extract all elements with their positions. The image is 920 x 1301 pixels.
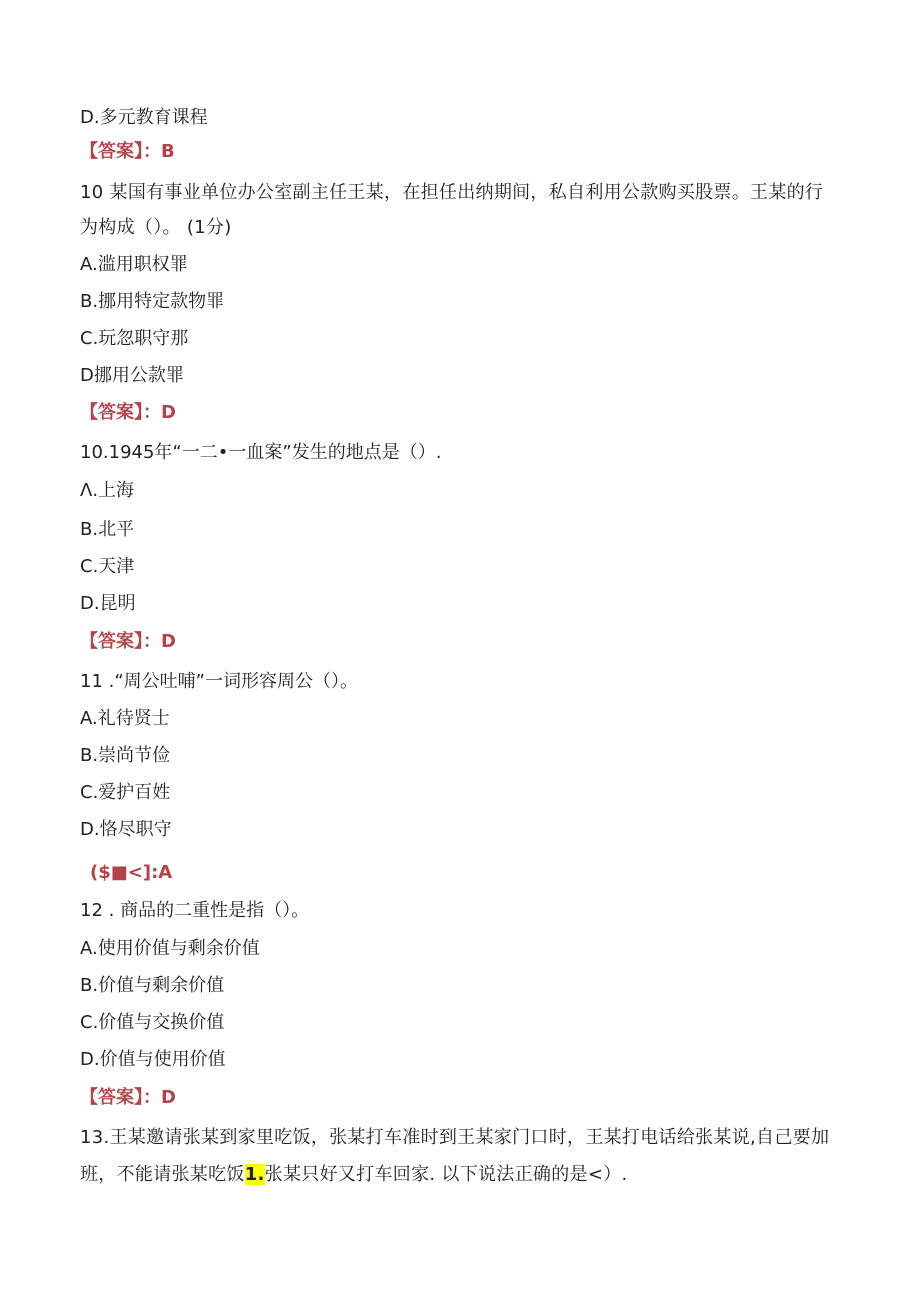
question-13-line2-end: 张某只好又打车回家. 以下说法正确的是<）. (264, 1164, 628, 1185)
option-d-q10: D挪用公款罪 (80, 365, 184, 386)
option-d-q11: D.恪尽职守 (80, 819, 172, 840)
question-13-line2-start: 班，不能请张某吃饭 (80, 1164, 245, 1185)
option-a-q10b: Λ.上海 (80, 480, 135, 501)
option-c-q10: C.玩忽职守那 (80, 328, 189, 349)
question-10-line1: 10 某国有事业单位办公室副主任王某，在担任出纳期间，私自利用公款购买股票。王某的行 (80, 182, 824, 203)
option-a-q10: A.滥用职权罪 (80, 254, 188, 275)
option-c-q11: C.爱护百姓 (80, 782, 171, 803)
question-13-line1: 13.王某邀请张某到家里吃饭，张某打车准时到王某家门口时，王某打电话给张某说,自己要加 (80, 1127, 830, 1148)
answer-q9: 【答案】：B (80, 141, 175, 162)
option-a-q12: A.使用价值与剩余价值 (80, 938, 260, 959)
question-12: 12 . 商品的二重性是指（）。 (80, 900, 310, 921)
question-13-line2 (80, 1163, 628, 1187)
option-c-q12: C.价值与交换价值 (80, 1012, 225, 1033)
option-b-q10: B.挪用特定款物罪 (80, 291, 225, 312)
option-d-q10b: D.昆明 (80, 593, 136, 614)
question-11: 11 .“周公吐哺”一词形容周公（）。 (80, 671, 358, 692)
option-b-q10b: B.北平 (80, 519, 135, 540)
option-d-q12: D.价值与使用价值 (80, 1049, 226, 1070)
question-10b: 10.1945年“一二•一血案”发生的地点是（）. (80, 442, 442, 463)
question-10-line2: 为构成（）。 (1分) (80, 217, 232, 238)
option-b-q11: B.崇尚节俭 (80, 745, 171, 766)
option-c-q10b: C.天津 (80, 556, 135, 577)
option-a-q11: A.礼待贤士 (80, 708, 170, 729)
option-d-q9: D.多元教育课程 (80, 107, 208, 128)
answer-q12: 【答案】：D (80, 1087, 176, 1108)
option-b-q12: B.价值与剩余价值 (80, 975, 225, 996)
answer-q10: 【答案】：D (80, 402, 176, 423)
answer-q11: ($■<]:A (90, 862, 173, 883)
highlight-mark: 1. (244, 1164, 265, 1185)
answer-q10b: 【答案】：D (80, 631, 176, 652)
